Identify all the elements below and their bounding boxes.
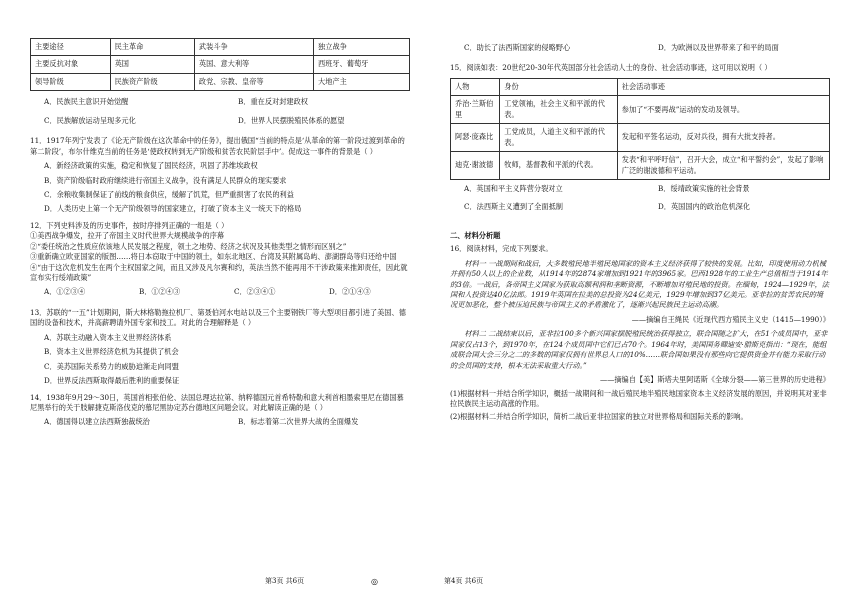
q12-option-b: B．①②④③ xyxy=(139,287,181,297)
table-row xyxy=(451,96,830,124)
header-cell: 人物 xyxy=(451,78,500,95)
table-cell: 领导阶级 xyxy=(31,73,111,90)
q15-option-b: B．绥靖政策实施的社会背景 xyxy=(658,183,750,193)
q12-item-3: ③重新确立欧亚国家的版图……将日本窃取于中国的领土，如东北地区、台湾及其附属岛屿、澎湖群岛等归还给中国 xyxy=(30,252,397,262)
q12-option-d: D．②①④③ xyxy=(329,287,371,297)
table-cell: 民族资产阶级 xyxy=(110,73,194,90)
table-cell: 乔治·兰斯伯里 xyxy=(451,96,500,124)
table-cell: 政党、宗教、皇帝等 xyxy=(194,73,313,90)
table-row xyxy=(31,56,410,73)
activists-table-header xyxy=(451,78,830,95)
table-cell: 牧师，基督教和平派的代表。 xyxy=(500,152,617,180)
q12-item-4: ④“由于这次危机发生在两个主权国家之间，而且又涉及凡尔赛和约，英法当然不能再用不干涉政策来推卸责任，因此就宣布实行绥靖政策” xyxy=(30,262,408,282)
q11-option-b: B．资产阶级临时政府继续进行帝国主义战争，没有满足人民群众的现实要求 xyxy=(44,175,287,185)
q11-option-d: D．人类历史上第一个无产阶级领导的国家建立，打破了资本主义一统天下的格局 xyxy=(44,204,302,214)
table-cell: 参加了“不要再战”运动的发动及领导。 xyxy=(617,96,829,124)
q10-option-a: A．民族民主意识开始觉醒 xyxy=(44,97,129,107)
table-cell: 英国 xyxy=(110,56,194,73)
regions-table-body xyxy=(31,39,410,91)
q12-option-a: A．①②③④ xyxy=(44,287,86,297)
q13-option-d: D．世界反法西斯取得最后胜利的重要保证 xyxy=(44,376,180,386)
q10-option-d: D．世界人民摆脱殖民体系的愿望 xyxy=(238,115,345,125)
q10-options xyxy=(30,93,410,130)
binding-mark-icon: ◎ xyxy=(371,577,378,586)
table-row xyxy=(451,152,830,180)
table-cell: 迪克·谢波德 xyxy=(451,152,500,180)
right-column xyxy=(450,43,830,423)
q12-options xyxy=(30,283,410,301)
table-cell: 主要反抗对象 xyxy=(31,56,111,73)
q13-stem: 13．苏联的“一五”计划期间，斯大林格勒拖拉机厂、第聂伯河水电站以及三个主要钢铁厂等大型项目都引进了美国、德国的设备和技术，并高薪聘请外国专家和技工。对此的合理解释是（ ） xyxy=(30,307,406,328)
q14-option-c: C．助长了法西斯国家的侵略野心 xyxy=(464,43,571,52)
q14-option-a: A．德国得以建立法西斯独裁统治 xyxy=(44,417,150,427)
q12-option-c: C．②③④① xyxy=(234,287,276,297)
section-title: 二、材料分析题 xyxy=(450,230,501,240)
table-cell: 主要途径 xyxy=(31,39,111,56)
table-cell: 西班牙、葡萄牙 xyxy=(314,56,410,73)
table-cell: 工党成员，人道主义和平派的代表。 xyxy=(500,124,617,152)
q15-option-c: C．法西斯主义遭到了全面抵制 xyxy=(464,202,563,212)
q14-options-cont xyxy=(450,43,830,57)
q14-option-d: D．为欧洲以及世界带来了和平的局面 xyxy=(658,43,779,52)
table-cell: 发表“和平呼吁信”，召开大会，成立“和平誓约会”，发起了影响广泛的谢波德和平运动。 xyxy=(617,152,829,180)
table-cell: 阿瑟·庞森比 xyxy=(451,124,500,152)
q14-option-b: B．标志着第二次世界大战的全面爆发 xyxy=(238,417,359,427)
q14-options xyxy=(30,413,410,431)
material-two: 材料二 二战结束以后，亚非拉100多个新兴国家摆脱殖民统治获得独立，联合国随之扩大，在51个成员国中，亚非国家仅占13个，到1970年，在124个成员国中它们已占70个。1964年时，美国国务卿迪安·腊斯克指出：“现在，能组成联合国大会三分之二的多数的国家仅拥有世界总人口的10%……联合国如果没有那些向它提供资金并有能力采取行动的会员国的支持，根本无法采取重大行动。” xyxy=(450,329,828,370)
q15-option-a: A．英国和平主义阵营分裂对立 xyxy=(464,183,563,193)
q16-stem: 16．阅读材料，完成下列要求。 xyxy=(450,244,553,254)
table-row xyxy=(451,124,830,152)
q12-item-2: ②“委任统治之性质应依该地人民发展之程度，领土之地势、经济之状况及其他类型之情形而区别之” xyxy=(30,241,347,251)
table-cell: 武装斗争 xyxy=(194,39,313,56)
table-cell: 独立战争 xyxy=(314,39,410,56)
header-cell: 社会活动事迹 xyxy=(617,78,829,95)
q10-option-b: B．重在反对封建政权 xyxy=(238,97,308,107)
q13-option-c: C．美苏国际关系势力的威胁迫渐走向同盟 xyxy=(44,361,179,371)
table-row xyxy=(31,73,410,90)
left-page-number: 第3页 共6页 xyxy=(265,577,305,585)
table-cell: 大地产主 xyxy=(314,73,410,90)
q15-options xyxy=(450,180,830,217)
q11-stem: 11．1917年列宁发表了《论无产阶级在这次革命中的任务》，提出俄国“当前的特点是‘从革命的第一阶段过渡到革命的第二阶段’，布尔什维克当前的任务是‘使政权转到无产阶级和贫苦农民阶层手中’。促成这一事件的背景是（ ） xyxy=(30,136,405,156)
q12-stem: 12．下列史料涉及的历史事件，按时序排列正确的一组是（ ） xyxy=(30,220,229,230)
q12-item-1: ①美西战争爆发，拉开了帝国主义时代世界大规模战争的序幕 xyxy=(30,231,225,241)
table-cell: 工党领袖，社会主义和平派的代表。 xyxy=(500,96,617,124)
q11-option-c: C．余粮收集制保证了前线的粮食供应，缓解了饥荒，但严重损害了农民的利益 xyxy=(44,189,294,199)
q11-option-a: A．新经济政策的实施，稳定和恢复了国民经济，巩固了苏维埃政权 xyxy=(44,161,258,171)
material-two-source: ——摘编自【美】斯塔夫里阿诺斯《全球分裂——第三世界的历史进程》 xyxy=(599,375,830,385)
requirement-one: (1)根据材料一并结合所学知识，概括一战期间和一战后殖民地半殖民地国家资本主义经济发展的原因，并说明其对亚非拉民族民主运动高涨的作用。 xyxy=(450,388,827,408)
header-cell: 身份 xyxy=(500,78,617,95)
right-page-number: 第4页 共6页 xyxy=(444,577,484,585)
activists-table xyxy=(450,78,830,180)
requirement-two: (2)根据材料二并结合所学知识，简析二战后亚非拉国家的独立对世界格局和国际关系的影响。 xyxy=(450,412,748,422)
left-column xyxy=(30,38,410,432)
table-cell: 英国、意大利等 xyxy=(194,56,313,73)
q15-option-d: D．英国国内的政治危机深化 xyxy=(658,202,751,212)
activists-table-body xyxy=(451,96,830,180)
material-one: 材料一 一战期间和战后，大多数殖民地半殖民地国家的资本主义经济获得了较快的发展。比如，印度使用动力机械并拥有50人以上的企业数，从1914年的2874家增加到1921年的3965家。巴西1928年的工业生产总值相当于1914年的3倍。一战后，各帝国主义国家为获取高额利润和垄断资源，不断增加对殖民地的投资。在缅甸，1924—1929年，法国和人投资达40亿法郎。1919年英国在拉美的总投资为24亿美元，1929年增加到37亿美元。亚非拉的贫苦农民的境况更加恶化，整个被压迫民族与帝国主义的矛盾激化了，逐渐兴起民族民主运动高潮。 xyxy=(450,258,829,310)
table-row xyxy=(31,39,410,56)
material-one-source: ——摘编自王绳民《近现代西方殖民主义史（1415—1990）》 xyxy=(631,314,830,324)
q10-option-c: C．民族解放运动呈现多元化 xyxy=(44,115,136,125)
table-cell: 民主革命 xyxy=(110,39,194,56)
q13-option-b: B．资本主义世界经济危机为其提供了机会 xyxy=(44,347,179,357)
table-cell: 发起和平签名运动，反对兵役，拥有大批支持者。 xyxy=(617,124,829,152)
q15-stem: 15．阅读如表：20世纪20-30年代英国部分社会活动人士的身份、社会活动事迹，这可用以说明（ ） xyxy=(450,63,772,73)
regions-table xyxy=(30,38,410,91)
q13-option-a: A．苏联主动融入资本主义世界经济体系 xyxy=(44,332,172,342)
q14-stem: 14．1938年9月29～30日，英国首相张伯伦、法国总理达拉第、纳粹德国元首希特勒和意大利首相墨索里尼在德国慕尼黑举行的关于肢解捷克斯洛伐克的慕尼黑协定苏台德地区问题会议。对此解读正确的是（ ） xyxy=(30,392,404,412)
